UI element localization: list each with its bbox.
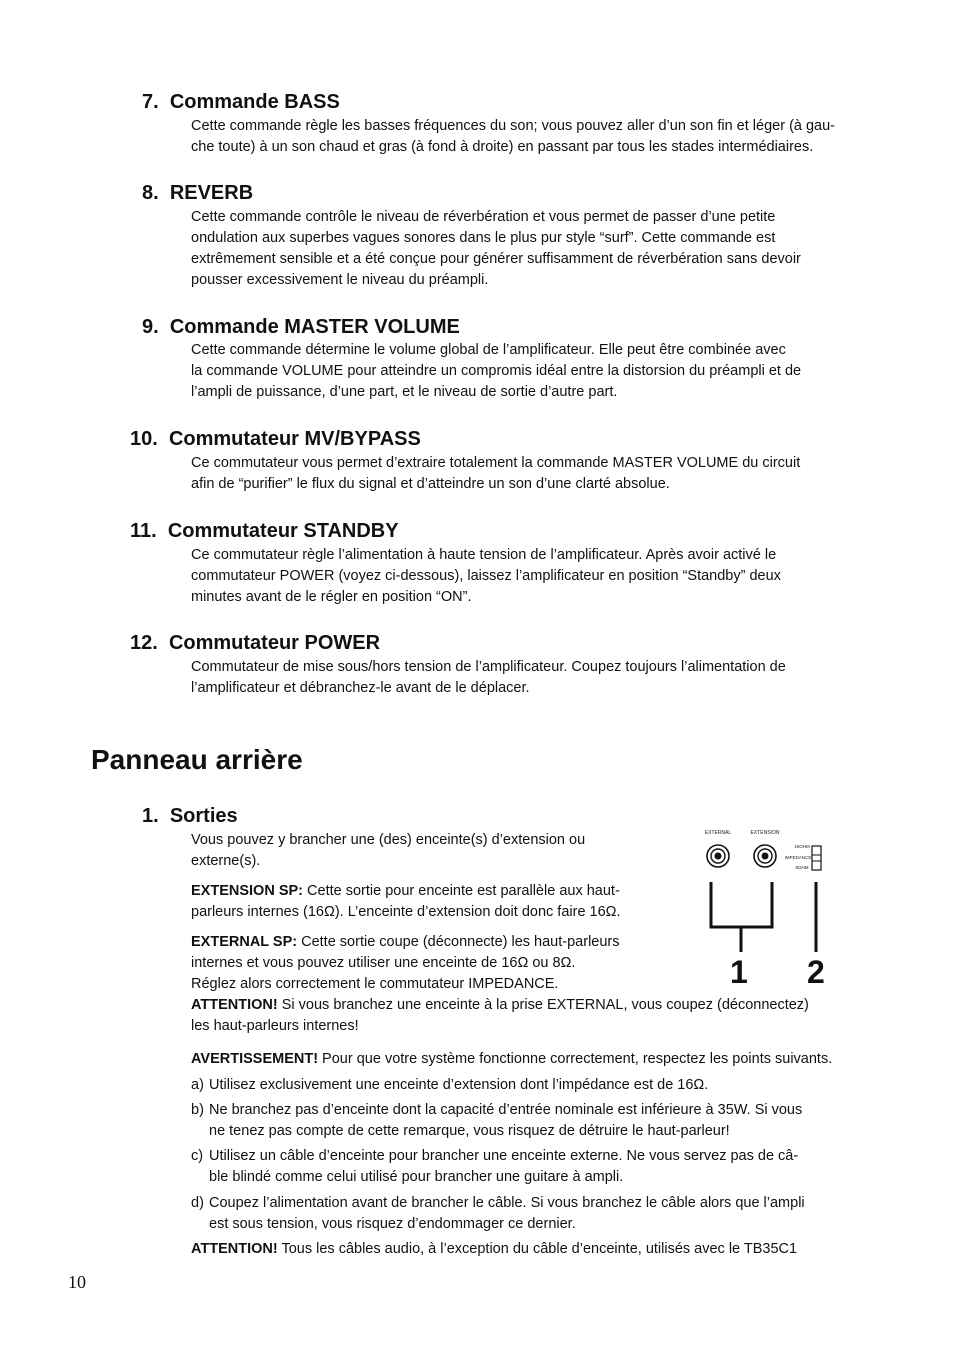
jack-label-external: EXTERNAL — [704, 830, 732, 836]
section-body: Cette commande contrôle le niveau de réverbération et vous permet de passer d’une petite ondulation aux superbes vagues sonores dans le plus pur style “surf”. Cette commande est extrêmement sensible et a été conçue pour générer suffisamment de réverbération sans devoir pousser excessivement le niveau du préampli. — [191, 209, 801, 288]
list-item: b) Ne branchez pas d’enceinte dont la capacité d’entrée nominale est inférieure à 35W. Si vous ne tenez pas compte de cette remarque, vous risquez de détruire le haut-parleur! — [191, 1102, 803, 1139]
section-title: Sorties — [169, 805, 238, 827]
warning-label: AVERTISSEMENT! — [191, 1051, 319, 1067]
attention-paragraph: ATTENTION! Tous les câbles audio, à l’exception du câble d’enceinte, utilisés avec le TB35C1 — [191, 1241, 798, 1257]
warning-paragraph: AVERTISSEMENT! Pour que votre système fonctionne correctement, respectez les points suivants. — [191, 1051, 833, 1067]
section-body: Cette commande détermine le volume global de l’amplificateur. Elle peut être combinée avec la commande VOLUME pour atteindre un compromis idéal entre la distorsion du préampli et de l’ampli de puissance, d’une part, et le niveau de sortie d’autre part. — [191, 342, 802, 400]
section-number: 11. — [130, 520, 157, 542]
section-number: 7. — [142, 91, 159, 113]
jack-external-icon — [707, 845, 729, 867]
figure-label-2: 2 — [807, 954, 825, 990]
list-item: a) Utilisez exclusivement une enceinte d’extension dont l’impédance est de 16Ω. — [191, 1077, 709, 1093]
section-number: 10. — [130, 428, 158, 450]
section-number: 12. — [130, 632, 158, 654]
section-number: 9. — [142, 316, 159, 338]
attention-label: ATTENTION! — [191, 1241, 278, 1257]
section-body: Ce commutateur règle l’alimentation à haute tension de l’amplificateur. Après avoir activé le commutateur POWER (voyez ci-dessous), laissez l’amplificateur en position “Standby” deux minutes avant de le régler en position “ON”. — [191, 547, 781, 605]
extension-sp-label: EXTENSION SP: — [191, 883, 303, 899]
rear-panel-diagram — [690, 822, 850, 992]
section-title: Commande MASTER VOLUME — [169, 316, 460, 338]
sorties-intro: Vous pouvez y brancher une (des) enceinte(s) d’extension ou externe(s). — [191, 832, 586, 869]
impedance-switch-icon — [812, 846, 821, 870]
section-number: 8. — [142, 182, 159, 204]
switch-label-impedance: IMPEDANCE — [784, 855, 812, 860]
figure-label-1: 1 — [730, 954, 748, 990]
list-item: c) Utilisez un câble d’enceinte pour brancher une enceinte externe. Ne vous servez pas de câ- ble blindé comme celui utilisé pour brancher une guitare à ampli. — [191, 1148, 799, 1185]
jack-label-extension: EXTENSION — [750, 830, 780, 836]
section-title: Commutateur POWER — [168, 632, 381, 654]
external-sp-paragraph: EXTERNAL SP: Cette sortie coupe (déconnecte) les haut-parleurs internes et vous pouvez utiliser une enceinte de 16Ω ou 8Ω. Réglez alors correctement le commutateur IMPEDANCE. ATTENTION! Si vous branchez une enceinte à la prise EXTERNAL, vous coupez (déconnectez) les haut-parleurs internes! — [191, 934, 809, 1034]
section-body: Cette commande règle les basses fréquences du son; vous pouvez aller d’un son fin et léger (à gau- che toute) à un son chaud et gras (à fond à droite) en passant par tous les stades intermédiaires. — [191, 118, 836, 155]
section-title: Commutateur STANDBY — [167, 520, 399, 542]
switch-label-16ohm: 16OHM — [794, 844, 810, 849]
attention-label: ATTENTION! — [191, 997, 278, 1013]
section-body: Ce commutateur vous permet d’extraire totalement la commande MASTER VOLUME du circuit afin de “purifier” le flux du signal et d’atteindre un son d’une clarté absolue. — [191, 455, 801, 492]
section-title: Commutateur MV/BYPASS — [168, 428, 421, 450]
switch-label-8ohm: 8OHM — [795, 865, 809, 870]
rear-panel-figure — [690, 822, 850, 992]
external-sp-label: EXTERNAL SP: — [191, 934, 298, 950]
bracket-lines — [711, 882, 816, 952]
list-item: d) Coupez l’alimentation avant de brancher le câble. Si vous branchez le câble alors que l’ampli est sous tension, vous risquez d’endommager ce dernier. — [191, 1195, 805, 1232]
section-title: REVERB — [169, 182, 254, 204]
extension-sp-paragraph: EXTENSION SP: Cette sortie pour enceinte est parallèle aux haut- parleurs internes (16Ω). L’enceinte d’extension doit donc faire 16Ω. — [191, 883, 621, 920]
section-number: 1. — [142, 805, 159, 827]
section-title: Commande BASS — [169, 91, 340, 113]
jack-extension-icon — [754, 845, 776, 867]
section-body: Commutateur de mise sous/hors tension de l’amplificateur. Coupez toujours l’alimentation de l’amplificateur et débranchez-le avant de le déplacer. — [191, 659, 786, 696]
rear-panel-heading: Panneau arrière — [91, 744, 303, 775]
page-number: 10 — [68, 1272, 86, 1292]
